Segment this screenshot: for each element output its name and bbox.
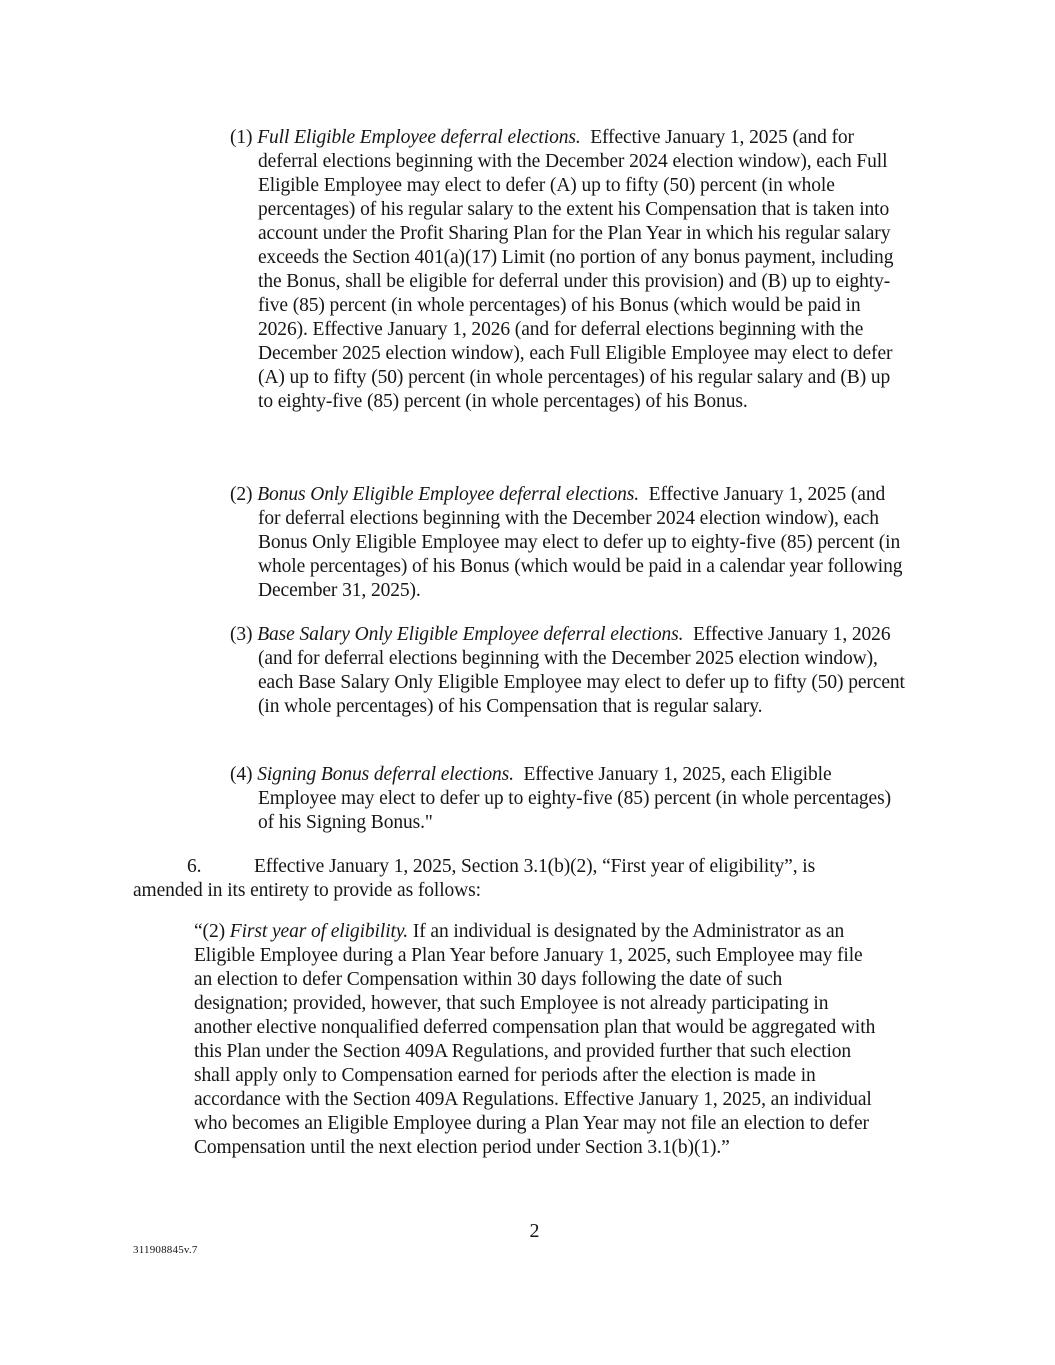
item-title: Base Salary Only Eligible Employee deferral elections. bbox=[257, 624, 684, 645]
page-number: 2 bbox=[529, 1220, 540, 1242]
section-6-paragraph bbox=[133, 855, 878, 903]
section-text: Effective January 1, 2025, Section 3.1(b)(2), “First year of eligibility”, is amended in its entirety to provide as follows: bbox=[133, 856, 816, 901]
item-title: Bonus Only Eligible Employee deferral elections. bbox=[257, 484, 640, 505]
item-title: Signing Bonus deferral elections. bbox=[257, 764, 514, 785]
item-number: (4) bbox=[230, 764, 253, 785]
deferral-item-2 bbox=[230, 483, 908, 603]
deferral-item-3 bbox=[230, 623, 908, 719]
document-id: 311908845v.7 bbox=[133, 1244, 198, 1256]
item-title: Full Eligible Employee deferral elections. bbox=[257, 127, 581, 148]
item-number: (3) bbox=[230, 624, 253, 645]
item-body: Effective January 1, 2025, each Eligible Employee may elect to defer up to eighty-five (85) percent (in whole percentages) of his Signing Bonus." bbox=[258, 764, 891, 833]
item-number: (2) bbox=[230, 484, 253, 505]
section-number: 6. bbox=[187, 856, 202, 877]
amended-provision-quote bbox=[194, 920, 880, 1160]
item-number: (1) bbox=[230, 127, 253, 148]
quote-body: If an individual is designated by the Administrator as an Eligible Employee during a Plan Year before January 1, 2025, such Employee may file an election to defer Compensation within 30 days following the date of such designation; provided, however, that such Employee is not already participating in another elective nonqualified deferred compensation plan that would be aggregated with this Plan under the Section 409A Regulations, and provided further that such election shall apply only to Compensation earned for periods after the election is made in accordance with the Section 409A Regulations. Effective January 1, 2025, an individual who becomes an Eligible Employee during a Plan Year may not file an election to defer Compensation until the next election period under Section 3.1(b)(1).” bbox=[194, 921, 876, 1158]
quote-title: First year of eligibility. bbox=[229, 921, 409, 942]
item-body: Effective January 1, 2025 (and for deferral elections beginning with the December 2024 election window), each Full Eligible Employee may elect to defer (A) up to fifty (50) percent (in whole percentages) of his regular salary to the extent his Compensation that is taken into account under the Profit Sharing Plan for the Plan Year in which his regular salary exceeds the Section 401(a)(17) Limit (no portion of any bonus payment, including the Bonus, shall be eligible for deferral under this provision) and (B) up to eighty-five (85) percent (in whole percentages) of his Bonus (which would be paid in 2026). Effective January 1, 2026 (and for deferral elections beginning with the December 2025 election window), each Full Eligible Employee may elect to defer (A) up to fifty (50) percent (in whole percentages) of his regular salary and (B) up to eighty-five (85) percent (in whole percentages) of his Bonus. bbox=[258, 127, 894, 412]
item-body: Effective January 1, 2026 (and for deferral elections beginning with the December 2025 election window), each Base Salary Only Eligible Employee may elect to defer up to fifty (50) percent (in whole percentages) of his Compensation that is regular salary. bbox=[258, 624, 905, 717]
deferral-item-4 bbox=[230, 763, 908, 835]
deferral-item-1 bbox=[230, 126, 908, 414]
item-body: Effective January 1, 2025 (and for deferral elections beginning with the December 2024 election window), each Bonus Only Eligible Employee may elect to defer up to eighty-five (85) percent (in whole percentages) of his Bonus (which would be paid in a calendar year following December 31, 2025). bbox=[258, 484, 903, 601]
quote-prefix: “(2) bbox=[194, 921, 230, 942]
